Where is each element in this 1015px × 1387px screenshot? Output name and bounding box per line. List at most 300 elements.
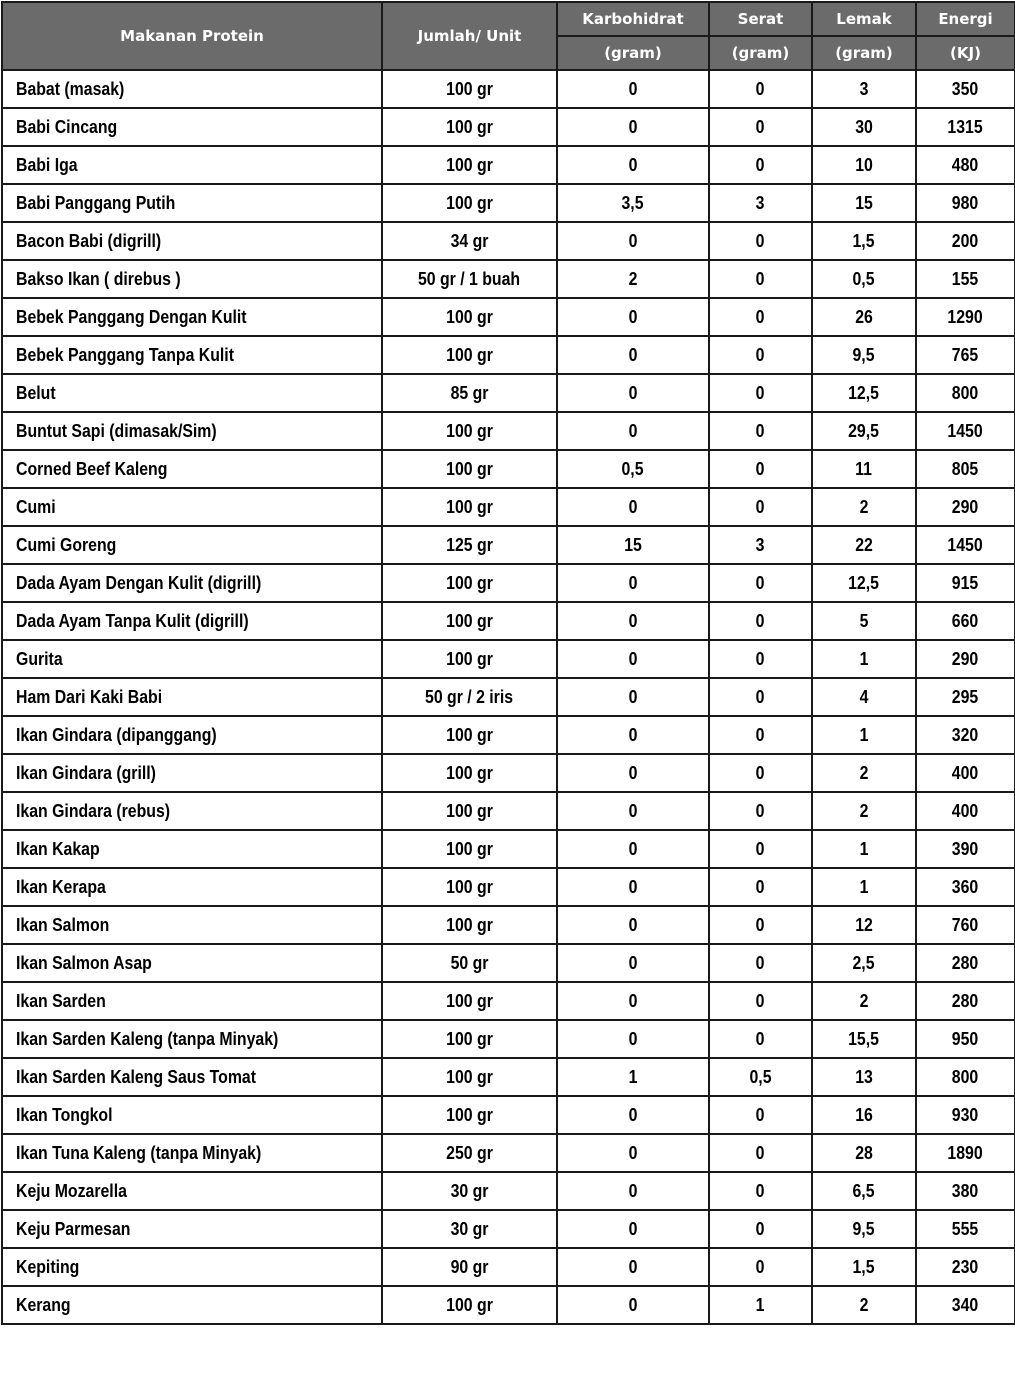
- cell-carb-text: 0: [628, 838, 638, 859]
- cell-carb-text: 0: [628, 572, 638, 593]
- cell-food: [2, 1248, 382, 1286]
- cell-carb: [557, 108, 709, 146]
- cell-fiber: [709, 526, 812, 564]
- cell-fiber: [709, 298, 812, 336]
- cell-food-text: Ikan Sarden: [16, 990, 106, 1011]
- cell-carb: [557, 374, 709, 412]
- cell-fiber: [709, 640, 812, 678]
- cell-carb: [557, 982, 709, 1020]
- cell-amount-text: 100 gr: [446, 800, 493, 821]
- table-row: [2, 374, 1015, 412]
- cell-energy-text: 400: [952, 800, 979, 821]
- cell-fiber: [709, 1172, 812, 1210]
- cell-food-text: Babi Panggang Putih: [16, 192, 176, 213]
- cell-amount: [382, 1286, 557, 1324]
- cell-carb-text: 0: [628, 1256, 638, 1277]
- cell-fat-text: 2: [859, 762, 869, 783]
- cell-amount-text: 100 gr: [446, 762, 493, 783]
- cell-energy: [916, 640, 1015, 678]
- cell-amount-text: 100 gr: [446, 1104, 493, 1125]
- header-fat-unit: (gram): [812, 36, 916, 70]
- cell-fat: [812, 1134, 916, 1172]
- cell-energy: [916, 564, 1015, 602]
- cell-carb: [557, 678, 709, 716]
- cell-amount-text: 50 gr: [450, 952, 489, 973]
- cell-carb: [557, 792, 709, 830]
- cell-food: [2, 944, 382, 982]
- cell-carb: [557, 146, 709, 184]
- cell-fat-text: 4: [859, 686, 869, 707]
- cell-food: [2, 830, 382, 868]
- cell-fat-text: 1,5: [852, 230, 876, 251]
- cell-fiber: [709, 1058, 812, 1096]
- cell-amount-text: 250 gr: [446, 1142, 493, 1163]
- cell-fat: [812, 1172, 916, 1210]
- cell-fiber: [709, 70, 812, 108]
- cell-energy-text: 1450: [947, 420, 984, 441]
- cell-food-text: Bacon Babi (digrill): [16, 230, 162, 251]
- table-row: [2, 222, 1015, 260]
- table-header: [2, 2, 1015, 70]
- cell-fat-text: 30: [855, 116, 873, 137]
- cell-food: [2, 1210, 382, 1248]
- cell-fiber: [709, 1096, 812, 1134]
- header-energy-unit: (KJ): [916, 36, 1015, 70]
- cell-energy-text: 1315: [947, 116, 984, 137]
- table-row: [2, 944, 1015, 982]
- cell-fiber: [709, 830, 812, 868]
- cell-fiber: [709, 602, 812, 640]
- cell-fat: [812, 906, 916, 944]
- cell-fat-text: 12,5: [848, 572, 880, 593]
- header-amount: Jumlah/ Unit: [382, 2, 557, 70]
- cell-fat-text: 2: [859, 1294, 869, 1315]
- cell-food: [2, 184, 382, 222]
- cell-fat: [812, 868, 916, 906]
- cell-energy: [916, 1210, 1015, 1248]
- cell-amount: [382, 754, 557, 792]
- table-row: [2, 1020, 1015, 1058]
- cell-energy-text: 280: [952, 990, 979, 1011]
- cell-food-text: Bebek Panggang Tanpa Kulit: [16, 344, 234, 365]
- cell-energy: [916, 108, 1015, 146]
- cell-food: [2, 298, 382, 336]
- cell-energy-text: 950: [952, 1028, 979, 1049]
- table-body: [2, 70, 1015, 1324]
- cell-carb-text: 0: [628, 1104, 638, 1125]
- cell-fiber-text: 0: [756, 572, 765, 593]
- cell-energy-text: 340: [952, 1294, 979, 1315]
- cell-fat: [812, 1248, 916, 1286]
- cell-food-text: Ikan Gindara (grill): [16, 762, 156, 783]
- cell-carb: [557, 906, 709, 944]
- cell-food: [2, 336, 382, 374]
- cell-fat-text: 26: [855, 306, 873, 327]
- cell-fiber: [709, 1210, 812, 1248]
- cell-energy: [916, 260, 1015, 298]
- cell-fat-text: 5: [859, 610, 869, 631]
- cell-food: [2, 1172, 382, 1210]
- cell-fiber: [709, 792, 812, 830]
- cell-fat-text: 1: [859, 838, 869, 859]
- cell-fat: [812, 1096, 916, 1134]
- cell-fiber: [709, 982, 812, 1020]
- cell-fiber-text: 0: [756, 648, 765, 669]
- cell-food: [2, 488, 382, 526]
- cell-amount: [382, 70, 557, 108]
- cell-fiber-text: 0: [756, 496, 765, 517]
- cell-amount: [382, 716, 557, 754]
- cell-food: [2, 1058, 382, 1096]
- table-row: [2, 1096, 1015, 1134]
- cell-energy-text: 480: [952, 154, 979, 175]
- table-row: [2, 602, 1015, 640]
- cell-energy-text: 1450: [947, 534, 984, 555]
- header-carb: Karbohidrat: [557, 2, 709, 36]
- cell-fat-text: 12: [855, 914, 873, 935]
- cell-fiber-text: 3: [756, 534, 765, 555]
- table-row: [2, 906, 1015, 944]
- cell-carb-text: 0: [628, 914, 638, 935]
- cell-energy: [916, 716, 1015, 754]
- cell-amount: [382, 1020, 557, 1058]
- table-row: [2, 564, 1015, 602]
- cell-fat-text: 0,5: [852, 268, 876, 289]
- cell-energy-text: 360: [952, 876, 979, 897]
- cell-food-text: Ikan Salmon Asap: [16, 952, 152, 973]
- cell-amount-text: 34 gr: [450, 230, 489, 251]
- cell-energy-text: 230: [952, 1256, 979, 1277]
- cell-food-text: Ikan Gindara (dipanggang): [16, 724, 217, 745]
- table-row: [2, 412, 1015, 450]
- cell-fiber: [709, 336, 812, 374]
- cell-fat-text: 9,5: [852, 1218, 876, 1239]
- cell-food-text: Dada Ayam Tanpa Kulit (digrill): [16, 610, 249, 631]
- cell-energy: [916, 1134, 1015, 1172]
- cell-food: [2, 70, 382, 108]
- table-row: [2, 1172, 1015, 1210]
- cell-fiber-text: 3: [756, 192, 765, 213]
- cell-carb-text: 0: [628, 800, 638, 821]
- cell-amount: [382, 1210, 557, 1248]
- cell-fiber-text: 0: [756, 78, 765, 99]
- cell-fat: [812, 450, 916, 488]
- cell-fat: [812, 1286, 916, 1324]
- cell-carb-text: 0,5: [621, 458, 645, 479]
- cell-fat: [812, 944, 916, 982]
- cell-food-text: Bakso Ikan ( direbus ): [16, 268, 181, 289]
- cell-food: [2, 1286, 382, 1324]
- cell-energy-text: 350: [952, 78, 979, 99]
- cell-amount: [382, 868, 557, 906]
- cell-fiber: [709, 906, 812, 944]
- cell-energy-text: 805: [952, 458, 979, 479]
- cell-energy: [916, 1058, 1015, 1096]
- cell-carb: [557, 754, 709, 792]
- cell-fat: [812, 678, 916, 716]
- cell-amount: [382, 982, 557, 1020]
- cell-food: [2, 982, 382, 1020]
- cell-fiber-text: 0: [756, 876, 765, 897]
- cell-carb: [557, 1096, 709, 1134]
- cell-fat-text: 12,5: [848, 382, 880, 403]
- cell-fiber-text: 0: [756, 306, 765, 327]
- table-row: [2, 1210, 1015, 1248]
- cell-amount: [382, 108, 557, 146]
- cell-amount: [382, 412, 557, 450]
- cell-amount: [382, 1058, 557, 1096]
- cell-fiber-text: 0: [756, 1104, 765, 1125]
- cell-amount: [382, 298, 557, 336]
- cell-carb: [557, 1210, 709, 1248]
- cell-carb: [557, 70, 709, 108]
- cell-food-text: Ikan Tuna Kaleng (tanpa Minyak): [16, 1142, 262, 1163]
- cell-amount-text: 100 gr: [446, 306, 493, 327]
- cell-fiber: [709, 108, 812, 146]
- cell-carb-text: 0: [628, 230, 638, 251]
- cell-food-text: Ham Dari Kaki Babi: [16, 686, 163, 707]
- cell-amount-text: 100 gr: [446, 648, 493, 669]
- cell-fiber-text: 0: [756, 1180, 765, 1201]
- cell-food: [2, 146, 382, 184]
- table-row: [2, 982, 1015, 1020]
- table-row: [2, 70, 1015, 108]
- table-row: [2, 792, 1015, 830]
- cell-food-text: Dada Ayam Dengan Kulit (digrill): [16, 572, 262, 593]
- cell-amount-text: 85 gr: [450, 382, 489, 403]
- header-fiber-unit: (gram): [709, 36, 812, 70]
- cell-energy: [916, 298, 1015, 336]
- table-row: [2, 526, 1015, 564]
- table-row: [2, 108, 1015, 146]
- cell-fiber-text: 0: [756, 686, 765, 707]
- cell-fiber: [709, 716, 812, 754]
- cell-fiber-text: 0: [756, 800, 765, 821]
- cell-energy: [916, 488, 1015, 526]
- cell-fiber-text: 0: [756, 458, 765, 479]
- cell-amount: [382, 222, 557, 260]
- cell-fat-text: 16: [855, 1104, 873, 1125]
- cell-fat: [812, 1020, 916, 1058]
- cell-energy-text: 400: [952, 762, 979, 783]
- cell-fat: [812, 526, 916, 564]
- cell-food: [2, 1020, 382, 1058]
- cell-fat-text: 11: [855, 458, 873, 479]
- cell-amount-text: 100 gr: [446, 420, 493, 441]
- cell-energy: [916, 1248, 1015, 1286]
- cell-carb-text: 0: [628, 724, 638, 745]
- cell-carb: [557, 1058, 709, 1096]
- cell-fat: [812, 754, 916, 792]
- cell-food: [2, 526, 382, 564]
- cell-carb-text: 0: [628, 1294, 638, 1315]
- cell-fiber: [709, 146, 812, 184]
- header-fat: Lemak: [812, 2, 916, 36]
- table-row: [2, 488, 1015, 526]
- cell-amount-text: 100 gr: [446, 116, 493, 137]
- cell-carb: [557, 184, 709, 222]
- cell-amount-text: 100 gr: [446, 1028, 493, 1049]
- cell-fiber: [709, 678, 812, 716]
- cell-food: [2, 792, 382, 830]
- cell-energy-text: 155: [952, 268, 979, 289]
- cell-fat-text: 28: [855, 1142, 873, 1163]
- cell-fat: [812, 70, 916, 108]
- cell-carb: [557, 1134, 709, 1172]
- cell-food-text: Keju Parmesan: [16, 1218, 131, 1239]
- cell-food-text: Ikan Gindara (rebus): [16, 800, 171, 821]
- cell-fat: [812, 564, 916, 602]
- cell-food: [2, 868, 382, 906]
- cell-food: [2, 640, 382, 678]
- cell-carb: [557, 298, 709, 336]
- cell-fiber: [709, 412, 812, 450]
- cell-carb: [557, 222, 709, 260]
- cell-fiber: [709, 374, 812, 412]
- table-row: [2, 260, 1015, 298]
- cell-fiber-text: 0: [756, 990, 765, 1011]
- cell-fat-text: 10: [855, 154, 873, 175]
- cell-fiber: [709, 222, 812, 260]
- cell-energy-text: 915: [952, 572, 979, 593]
- cell-fiber-text: 0: [756, 154, 765, 175]
- cell-amount-text: 100 gr: [446, 914, 493, 935]
- cell-energy: [916, 1096, 1015, 1134]
- table-row: [2, 1248, 1015, 1286]
- cell-fat: [812, 830, 916, 868]
- cell-amount: [382, 1096, 557, 1134]
- table-row: [2, 1286, 1015, 1324]
- cell-amount: [382, 146, 557, 184]
- cell-carb: [557, 944, 709, 982]
- cell-amount: [382, 792, 557, 830]
- cell-carb-text: 0: [628, 762, 638, 783]
- cell-food-text: Bebek Panggang Dengan Kulit: [16, 306, 247, 327]
- cell-energy-text: 555: [952, 1218, 979, 1239]
- cell-food-text: Babi Iga: [16, 154, 78, 175]
- cell-energy: [916, 450, 1015, 488]
- cell-fat-text: 1: [859, 724, 869, 745]
- cell-fat-text: 6,5: [852, 1180, 876, 1201]
- cell-fiber-text: 0: [756, 1028, 765, 1049]
- cell-fat-text: 1: [859, 876, 869, 897]
- cell-energy-text: 765: [952, 344, 979, 365]
- cell-amount-text: 50 gr / 2 iris: [425, 686, 514, 707]
- cell-fiber-text: 0: [756, 1218, 765, 1239]
- cell-amount-text: 100 gr: [446, 154, 493, 175]
- cell-fat-text: 2: [859, 496, 869, 517]
- cell-amount-text: 100 gr: [446, 1066, 493, 1087]
- cell-food: [2, 906, 382, 944]
- cell-food: [2, 602, 382, 640]
- cell-carb: [557, 260, 709, 298]
- cell-food-text: Kerang: [16, 1294, 71, 1315]
- cell-carb: [557, 526, 709, 564]
- cell-energy: [916, 412, 1015, 450]
- cell-fiber: [709, 1248, 812, 1286]
- cell-fat: [812, 488, 916, 526]
- cell-carb-text: 0: [628, 610, 638, 631]
- cell-fat-text: 1,5: [852, 1256, 876, 1277]
- cell-energy: [916, 374, 1015, 412]
- cell-fiber: [709, 450, 812, 488]
- cell-energy-text: 660: [952, 610, 979, 631]
- cell-energy-text: 800: [952, 1066, 979, 1087]
- cell-carb-text: 0: [628, 382, 638, 403]
- cell-food-text: Gurita: [16, 648, 63, 669]
- cell-amount: [382, 374, 557, 412]
- cell-energy: [916, 70, 1015, 108]
- cell-carb: [557, 1248, 709, 1286]
- cell-energy-text: 760: [952, 914, 979, 935]
- table-row: [2, 298, 1015, 336]
- cell-fat-text: 22: [855, 534, 873, 555]
- cell-fiber: [709, 564, 812, 602]
- cell-fat: [812, 1058, 916, 1096]
- cell-amount-text: 30 gr: [450, 1180, 489, 1201]
- cell-amount: [382, 1172, 557, 1210]
- cell-energy: [916, 526, 1015, 564]
- cell-carb-text: 0: [628, 952, 638, 973]
- cell-fat: [812, 336, 916, 374]
- cell-food-text: Cumi: [16, 496, 56, 517]
- cell-amount: [382, 640, 557, 678]
- cell-fiber-text: 0: [756, 268, 765, 289]
- cell-amount-text: 30 gr: [450, 1218, 489, 1239]
- cell-food: [2, 374, 382, 412]
- cell-energy: [916, 792, 1015, 830]
- cell-food: [2, 260, 382, 298]
- cell-fat: [812, 1210, 916, 1248]
- cell-carb: [557, 830, 709, 868]
- cell-fiber-text: 0: [756, 838, 765, 859]
- cell-energy-text: 290: [952, 496, 979, 517]
- cell-fat-text: 3: [859, 78, 869, 99]
- cell-amount-text: 100 gr: [446, 1294, 493, 1315]
- cell-fat-text: 1: [859, 648, 869, 669]
- header-food: Makanan Protein: [2, 2, 382, 70]
- cell-fat-text: 2,5: [852, 952, 876, 973]
- cell-amount: [382, 1134, 557, 1172]
- cell-energy: [916, 754, 1015, 792]
- cell-fiber: [709, 488, 812, 526]
- nutrition-table: [1, 1, 1015, 1325]
- cell-amount: [382, 944, 557, 982]
- cell-carb: [557, 868, 709, 906]
- cell-energy: [916, 222, 1015, 260]
- cell-fat-text: 13: [855, 1066, 873, 1087]
- cell-energy-text: 200: [952, 230, 979, 251]
- cell-food-text: Ikan Sarden Kaleng Saus Tomat: [16, 1066, 257, 1087]
- cell-food: [2, 108, 382, 146]
- cell-fat-text: 29,5: [848, 420, 880, 441]
- cell-carb-text: 0: [628, 78, 638, 99]
- cell-food-text: Babi Cincang: [16, 116, 118, 137]
- cell-fat-text: 9,5: [852, 344, 876, 365]
- cell-fiber-text: 0,5: [749, 1066, 772, 1087]
- cell-food: [2, 754, 382, 792]
- table-row: [2, 184, 1015, 222]
- cell-energy: [916, 1286, 1015, 1324]
- cell-food-text: Ikan Kakap: [16, 838, 100, 859]
- cell-carb: [557, 1286, 709, 1324]
- cell-amount: [382, 1248, 557, 1286]
- cell-amount-text: 100 gr: [446, 496, 493, 517]
- cell-amount: [382, 678, 557, 716]
- cell-carb: [557, 488, 709, 526]
- cell-amount-text: 100 gr: [446, 572, 493, 593]
- cell-amount: [382, 450, 557, 488]
